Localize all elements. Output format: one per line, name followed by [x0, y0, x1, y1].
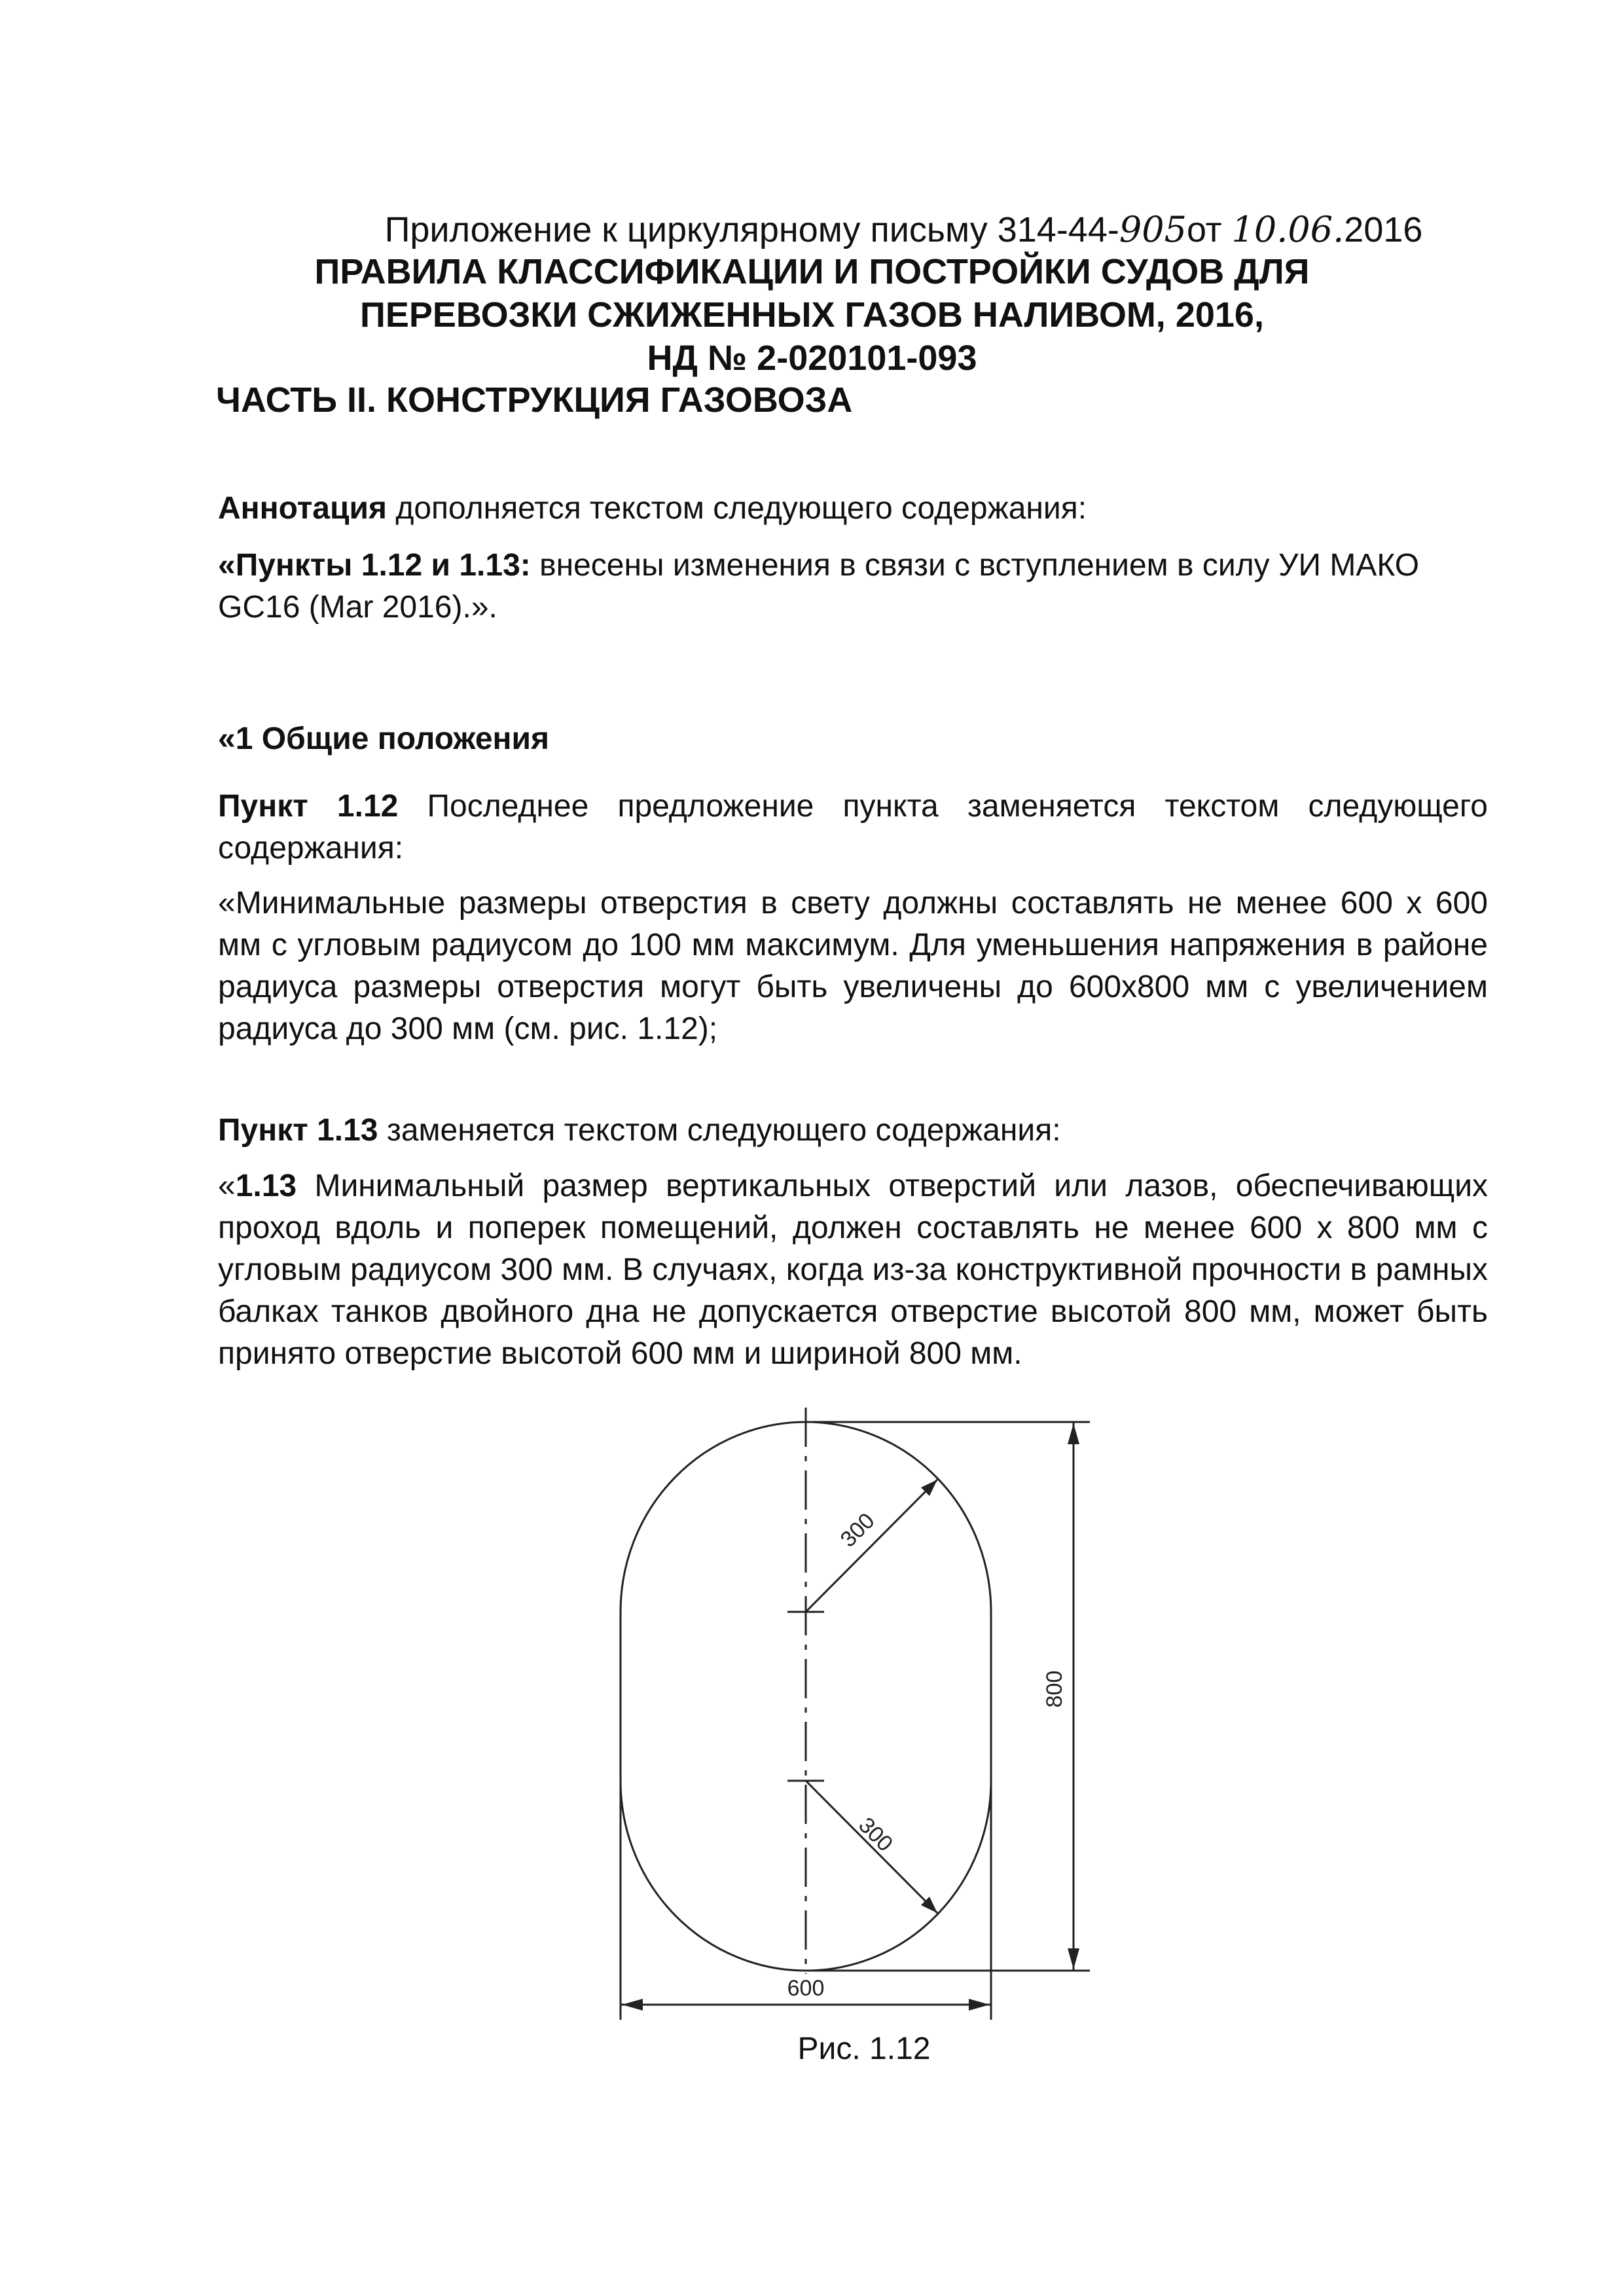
item-1-13-paragraph — [218, 1110, 1488, 1152]
top-radius-label: 300 — [835, 1508, 880, 1552]
height-arrow-bottom — [1068, 1948, 1079, 1969]
item-1-12-quote: «Минимальные размеры отверстия в свету должны составлять не менее 600 х 600 мм с угловым радиусом до 100 мм максимум. Для уменьшения напряжения в районе радиуса размеры отверстия могут быть увеличены до 600х800 мм с увеличением радиуса до 300 мм (см. рис. 1.12); — [218, 886, 1488, 1046]
item-1-13-quote-text: Минимальный размер вертикальных отверстий или лазов, обеспечивающих проход вдоль и поперек помещений, должен составлять не менее 600 х 800 мм с угловым радиусом 300 мм. В случаях, когда из-за конструктивной прочности в рамных балках танков двойного дна не допускается отверстие высотой 800 мм, может быть принято отверстие высотой 600 мм и шириной 800 мм. — [218, 1169, 1488, 1371]
title-line-3: НД № 2-020101-093 — [647, 338, 977, 378]
header-from: от — [1186, 210, 1232, 249]
header-year: 2016 — [1344, 210, 1423, 249]
annotation-paragraph — [218, 488, 1488, 530]
width-arrow-left — [622, 1999, 643, 2011]
title-line-1: ПРАВИЛА КЛАССИФИКАЦИИ И ПОСТРОЙКИ СУДОВ ДЛЯ — [314, 252, 1310, 291]
annotation-text: дополняется текстом следующего содержания: — [387, 491, 1087, 526]
item-1-13-label: Пункт 1.13 — [218, 1113, 378, 1148]
section-heading — [218, 718, 1488, 760]
annotation-label: Аннотация — [218, 491, 387, 526]
top-radius-line — [806, 1480, 937, 1612]
handwritten-number: 905 — [1119, 209, 1187, 250]
item-1-12-label: Пункт 1.12 — [218, 789, 399, 824]
item-1-12-paragraph — [218, 786, 1488, 869]
annotation-quote — [218, 545, 1501, 629]
item-1-13-quote-open: « — [218, 1169, 236, 1203]
item-1-13-quote-label: 1.13 — [235, 1169, 297, 1203]
item-1-12-text: Последнее предложение пункта заменяется текстом следующего содержания: — [218, 789, 1489, 866]
height-label: 800 — [1042, 1670, 1067, 1708]
title-line-2: ПЕРЕВОЗКИ СЖИЖЕННЫХ ГАЗОВ НАЛИВОМ, 2016, — [360, 295, 1264, 335]
height-arrow-top — [1068, 1423, 1079, 1444]
appendix-header — [0, 208, 1624, 251]
annotation-quote-label: «Пункты 1.12 и 1.13: — [218, 548, 531, 583]
width-label: 600 — [787, 1976, 825, 2001]
header-prefix: Приложение к циркулярному письму 314-44- — [384, 210, 1119, 249]
item-1-13-text: заменяется текстом следующего содержания: — [378, 1113, 1061, 1148]
bottom-radius-label: 300 — [854, 1812, 898, 1857]
figure-caption: Рис. 1.12 — [797, 2032, 931, 2066]
section-heading-text: «1 Общие положения — [218, 721, 550, 756]
part-heading: ЧАСТЬ II. КОНСТРУКЦИЯ ГАЗОВОЗА — [216, 380, 853, 420]
annotation-quote-text: внесены изменения в связи с вступлением в силу УИ МАКО GC16 (Mar 2016).». — [218, 548, 1420, 625]
handwritten-date: 10.06. — [1231, 209, 1344, 250]
document-title — [0, 250, 1624, 380]
item-1-13-quote — [218, 1165, 1488, 1375]
width-arrow-right — [969, 1999, 990, 2011]
opening-drawing — [589, 1394, 1113, 2049]
